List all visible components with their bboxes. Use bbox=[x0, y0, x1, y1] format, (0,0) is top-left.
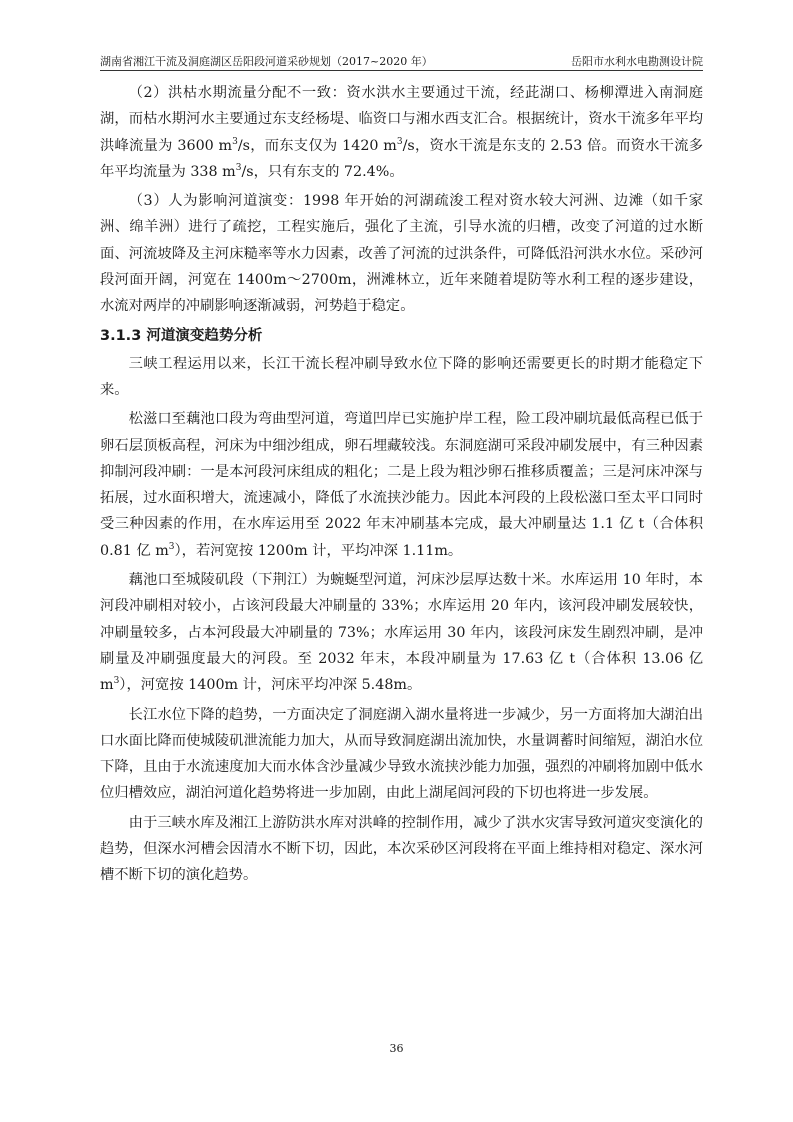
paragraph-three-gorges: 三峡工程运用以来，长江干流长程冲刷导致水位下降的影响还需要更长的时期才能稳定下来。 bbox=[100, 355, 703, 398]
paragraph-evolution-trend: 由于三峡水库及湘江上游防洪水库对洪峰的控制作用，减少了洪水灾害导致河道灾变演化的趋势，但深水河槽会因清水不断下切，因此，本次采砂区河段将在平面上维持相对稳定、深水河槽不断下切的演化趋势。 bbox=[100, 814, 703, 884]
paragraph-human-impact: （3）人为影响河道演变：1998 年开始的河湖疏浚工程对资水较大河洲、边滩（如千家洲、绵羊洲）进行了疏挖，工程实施后，强化了主流，引导水流的归槽，改变了河道的过水断面、河流坡降及主河床糙率等水力因素，改善了河流的过洪条件，可降低沿河洪水水位。采砂河段河面开阔，河宽在 1400m～2700m，洲滩林立，近年来随着堤防等水利工程的逐步建设，水流对两岸的冲刷影响逐渐减弱，河势趋于稳定。 bbox=[100, 193, 703, 315]
header-document-title: 湖南省湘江干流及洞庭湖区岳阳段河道采砂规划（2017~2020 年） bbox=[100, 55, 433, 68]
page-number: 36 bbox=[389, 1042, 404, 1055]
header-organization: 岳阳市水利水电勘测设计院 bbox=[571, 55, 703, 68]
paragraph-ouchikou-chenglingji: 藕池口至城陵矶段（下荆江）为蜿蜒型河道，河床沙层厚达数十米。水库运用 10 年时，本河段冲刷相对较小，占该河段最大冲刷量的 33%；水库运用 20 年内，该河段冲刷发展较快，冲刷量较多，占本河段最大冲刷量的 73%；水库运用 30 年内，该段河床发生剧烈冲刷，是冲刷量及冲刷强度最大的河段。至 2032 年末，本段冲刷量为 17.63 亿 t（合体积 13.06 亿 $m^3$），河宽按 1400m 计，河床平均冲深 5.48m。 bbox=[100, 572, 703, 694]
section-heading: 3.1.3 河道演变趋势分析 bbox=[100, 327, 263, 344]
document-body bbox=[100, 80, 703, 892]
page-header bbox=[100, 50, 703, 71]
paragraph-songzikou-ouchikou: 松滋口至藕池口段为弯曲型河道，弯道凹岸已实施护岸工程，险工段冲刷坑最低高程已低于卵石层顶板高程，河床为中细沙组成，卵石埋藏较浅。东洞庭湖可采段冲刷发展中，有三种因素抑制河段冲刷：一是本河段河床组成的粗化；二是上段为粗沙卵石推移质覆盖；三是河床冲深与拓展，过水面积增大，流速减小，降低了水流挟沙能力。因此本河段的上段松滋口至太平口同时受三种因素的作用，在水库运用至 2022 年末冲刷基本完成，最大冲刷量达 1.1 亿 t（合体积 0.81 亿 $m^3$），若河宽按 1200m 计，平均冲深 1.11m。 bbox=[100, 411, 703, 559]
paragraph-flow-distribution: （2）洪枯水期流量分配不一致：资水洪水主要通过干流，经茈湖口、杨柳潭进入南洞庭湖，而枯水期河水主要通过东支经杨堤、临资口与湘水西支汇合。根据统计，资水干流多年平均洪峰流量为 3600 $m^3/s$，而东支仅为 1420 $m^3/s$，资水干流是东支的 2.53 倍。而资水干流多年平均流量为 338 $m^3/s$，只有东支的 72.4%。 bbox=[100, 85, 704, 180]
paragraph-water-level-trend: 长江水位下降的趋势，一方面决定了洞庭湖入湖水量将进一步减少，另一方面将加大湖泊出口水面比降而使城陵矶泄流能力加大，从而导致洞庭湖出流加快，水量调蓄时间缩短，湖泊水位下降，且由于水流速度加大而水体含沙量减少导致水流挟沙能力加强，强烈的冲刷将加剧中低水位归槽效应，湖泊河道化趋势将进一步加剧，由此上湖尾闾河段的下切也将进一步发展。 bbox=[100, 706, 703, 802]
